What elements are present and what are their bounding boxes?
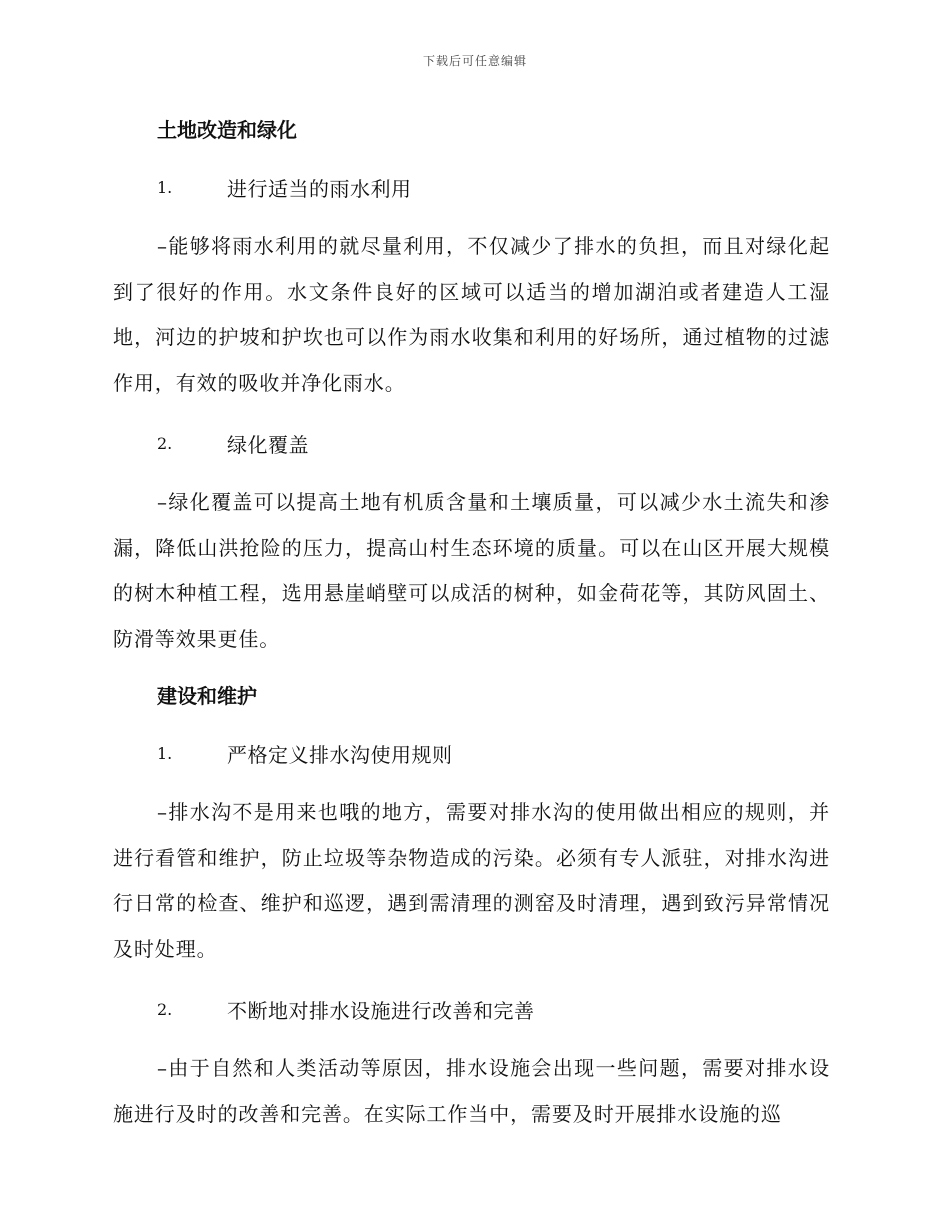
list-item-number: 1. xyxy=(157,743,173,763)
paragraph: –绿化覆盖可以提高土地有机质含量和土壤质量，可以减少水土流失和渗漏，降低山洪抢险的压力，提高山村生态环境的质量。可以在山区开展大规模的树木种植工程，选用悬崖峭壁可以成活的树种，如金荷花等，其防风固土、防滑等效果更佳。 xyxy=(113,490,830,651)
list-item xyxy=(113,988,830,1030)
list-item-title: 进行适当的雨水利用 xyxy=(227,176,412,201)
list-item-title: 不断地对排水设施进行改善和完善 xyxy=(227,998,535,1023)
list-item-number: 2. xyxy=(157,433,173,453)
list-item xyxy=(113,732,830,774)
list-item-number: 2. xyxy=(157,999,173,1019)
section-heading: 建设和维护 xyxy=(157,684,257,708)
list-item xyxy=(113,422,830,464)
list-item-number: 1. xyxy=(157,177,173,197)
document-body xyxy=(113,110,830,1151)
paragraph: –能够将雨水利用的就尽量利用，不仅减少了排水的负担，而且对绿化起到了很好的作用。水文条件良好的区域可以适当的增加湖泊或者建造人工湿地，河边的护坡和护坎也可以作为雨水收集和利用的好场所，通过植物的过滤作用，有效的吸收并净化雨水。 xyxy=(113,234,830,395)
list-item-title: 绿化覆盖 xyxy=(227,432,309,457)
paragraph: –由于自然和人类活动等原因，排水设施会出现一些问题，需要对排水设施进行及时的改善和完善。在实际工作当中，需要及时开展排水设施的巡 xyxy=(113,1056,830,1126)
list-item xyxy=(113,166,830,208)
section-heading: 土地改造和绿化 xyxy=(157,118,297,142)
paragraph: –排水沟不是用来也哦的地方，需要对排水沟的使用做出相应的规则，并进行看管和维护，防止垃圾等杂物造成的污染。必须有专人派驻，对排水沟进行日常的检查、维护和巡逻，遇到需清理的测窑及时清理，遇到致污异常情况及时处理。 xyxy=(113,800,830,961)
list-item-title: 严格定义排水沟使用规则 xyxy=(227,742,453,767)
header-note: 下载后可任意编辑 xyxy=(422,54,527,68)
